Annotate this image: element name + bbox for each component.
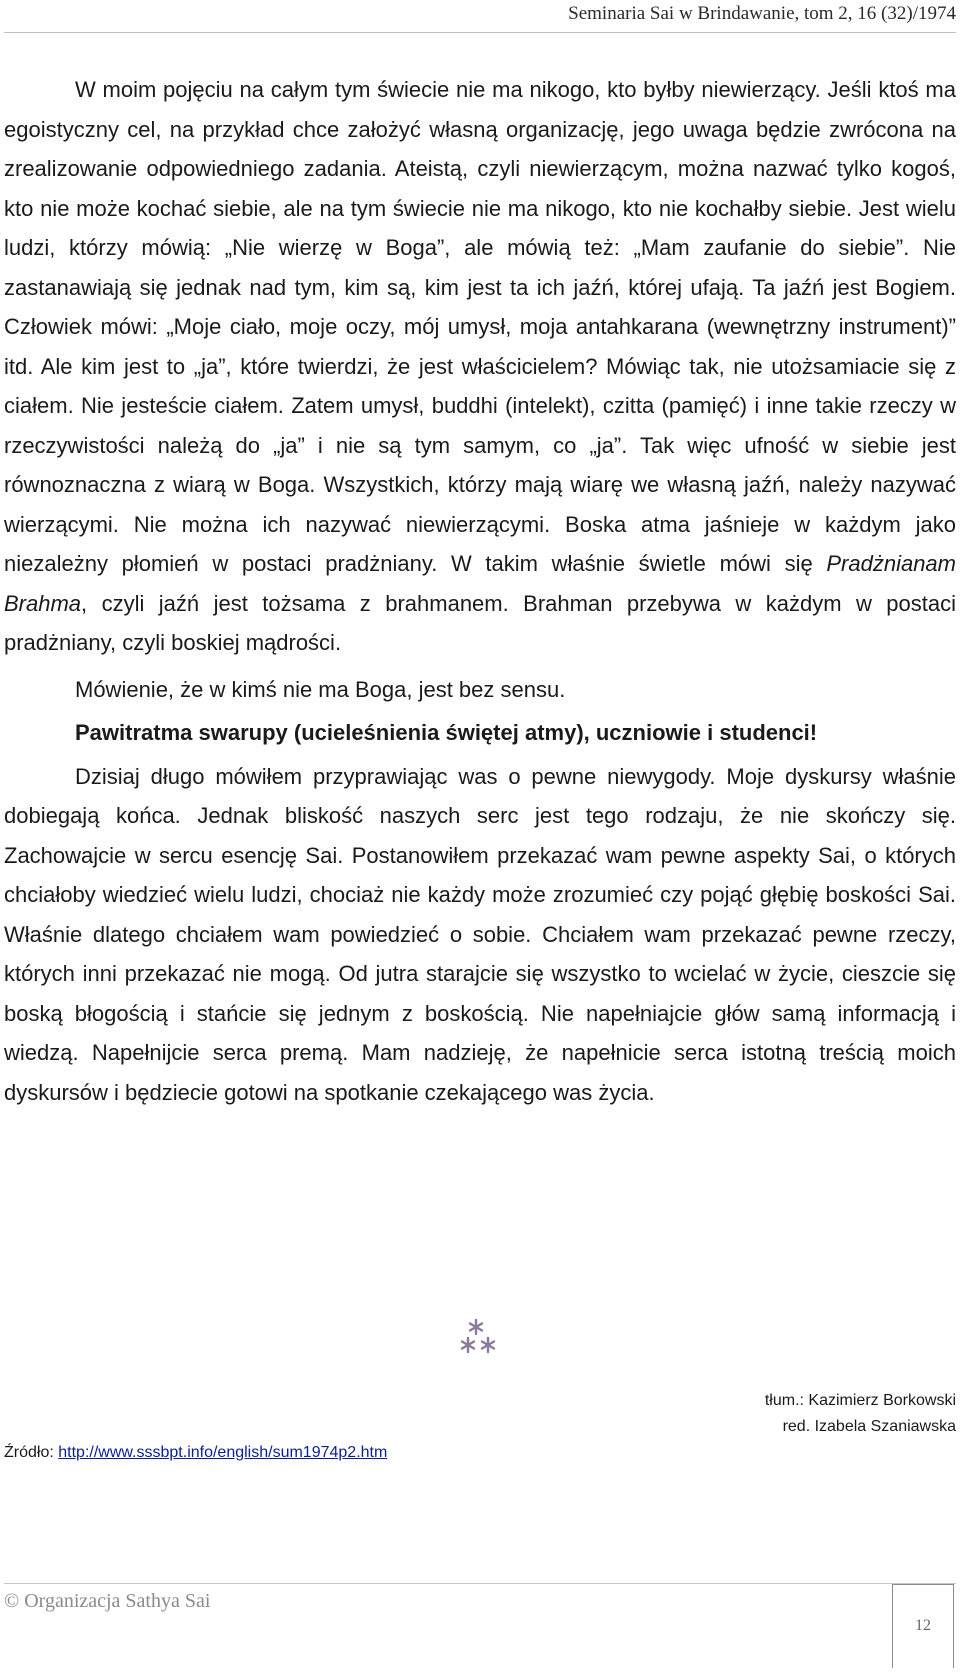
paragraph-1-text-b: , czyli jaźń jest tożsama z brahmanem. Brahman przebywa w każdym w postaci pradżniany, czyli boskiej mądrości.: [4, 590, 956, 655]
page-number-box: [892, 1584, 954, 1668]
copyright-notice: © Organizacja Sathya Sai: [4, 1590, 211, 1612]
translation-credits: [765, 1388, 956, 1440]
page-header: [0, 0, 960, 56]
article-body: [4, 70, 956, 1112]
paragraph-1-text-a: W moim pojęciu na całym tym świecie nie ma nikogo, kto byłby niewierzący. Jeśli ktoś ma egoistyczny cel, na przykład chce założyć własną organizację, jego uwaga będzie zwrócona na zrealizowanie odpowiedniego zadania. Ateistą, czyli niewierzącym, można nazwać tylko kogoś, kto nie może kochać siebie, ale na tym świecie nie ma nikogo, kto nie kochałby siebie. Jest wielu ludzi, którzy mówią: „Nie wierzę w Boga”, ale mówią też: „Mam zaufanie do siebie”. Nie zastanawiają się jednak nad tym, kim są, kim jest ta ich jaźń, której ufają. Ta jaźń jest Bogiem. Człowiek mówi: „Moje ciało, moje oczy, mój umysł, moja antahkarana (wewnętrzny instrument)” itd. Ale kim jest to „ja”, które twierdzi, że jest właścicielem? Mówiąc tak, nie utożsamiacie się z ciałem. Nie jesteście ciałem. Zatem umysł, buddhi (intelekt), czitta (pamięć) i inne takie rzeczy w rzeczywistości należą do „ja” i nie są tym samym, co „ja”. Tak więc ufność w siebie jest równoznaczna z wiarą w Boga. Wszystkich, którzy mają wiarę we własną jaźń, należy nazywać wierzącymi. Nie można ich nazywać niewierzącymi. Boska atma jaśnieje w każdym jako niezależny płomień w postaci pradżniany. W takim właśnie świetle mówi się: [4, 77, 956, 576]
page-number: 12: [915, 1617, 931, 1634]
source-label: Źródło:: [4, 1444, 59, 1461]
paragraph-3-bold-address: Pawitratma swarupy (ucieleśnienia świętej atmy), uczniowie i studenci!: [75, 720, 818, 745]
header-title: Seminaria Sai w Brindawanie, tom 2, 16 (32)/1974: [568, 3, 956, 24]
paragraph-2: Mówienie, że w kimś nie ma Boga, jest bez sensu.: [75, 676, 566, 702]
paragraph-1: [4, 70, 956, 663]
source-line: [4, 1440, 387, 1466]
translator-credit: tłum.: Kazimierz Borkowski: [764, 1392, 956, 1409]
header-divider: [4, 32, 956, 33]
source-link[interactable]: http://www.sssbpt.info/english/sum1974p2.htm: [58, 1444, 388, 1461]
paragraph-4: Dzisiaj długo mówiłem przyprawiając was o pewne niewygody. Moje dyskursy właśnie dobiegają końca. Jednak bliskość naszych serc jest tego rodzaju, że nie skończy się. Zachowajcie w sercu esencję Sai. Postanowiłem przekazać wam pewne aspekty Sai, o których chciałoby wiedzieć wielu ludzi, chociaż nie każdy może zrozumieć czy pojąć głębię boskości Sai. Właśnie dlatego chciałem wam powiedzieć o sobie. Chciałem wam przekazać pewne rzeczy, których inni przekazać nie mogą. Od jutra starajcie się wszystko to wcielać w życie, cieszcie się boską błogością i stańcie się jednym z boskością. Nie napełniajcie głów samą informacją i wiedzą. Napełnijcie serca premą. Mam nadzieję, że napełnicie serca istotną treścią moich dyskursów i będziecie gotowi na spotkanie czekającego was życia.: [4, 763, 956, 1105]
footer-divider: [4, 1583, 956, 1584]
three-asterisks-icon: [458, 1318, 502, 1358]
paragraph-1-italic-phrase: Pradżnianam Brahma: [4, 551, 956, 616]
editor-credit: red. Izabela Szaniawska: [782, 1418, 956, 1435]
